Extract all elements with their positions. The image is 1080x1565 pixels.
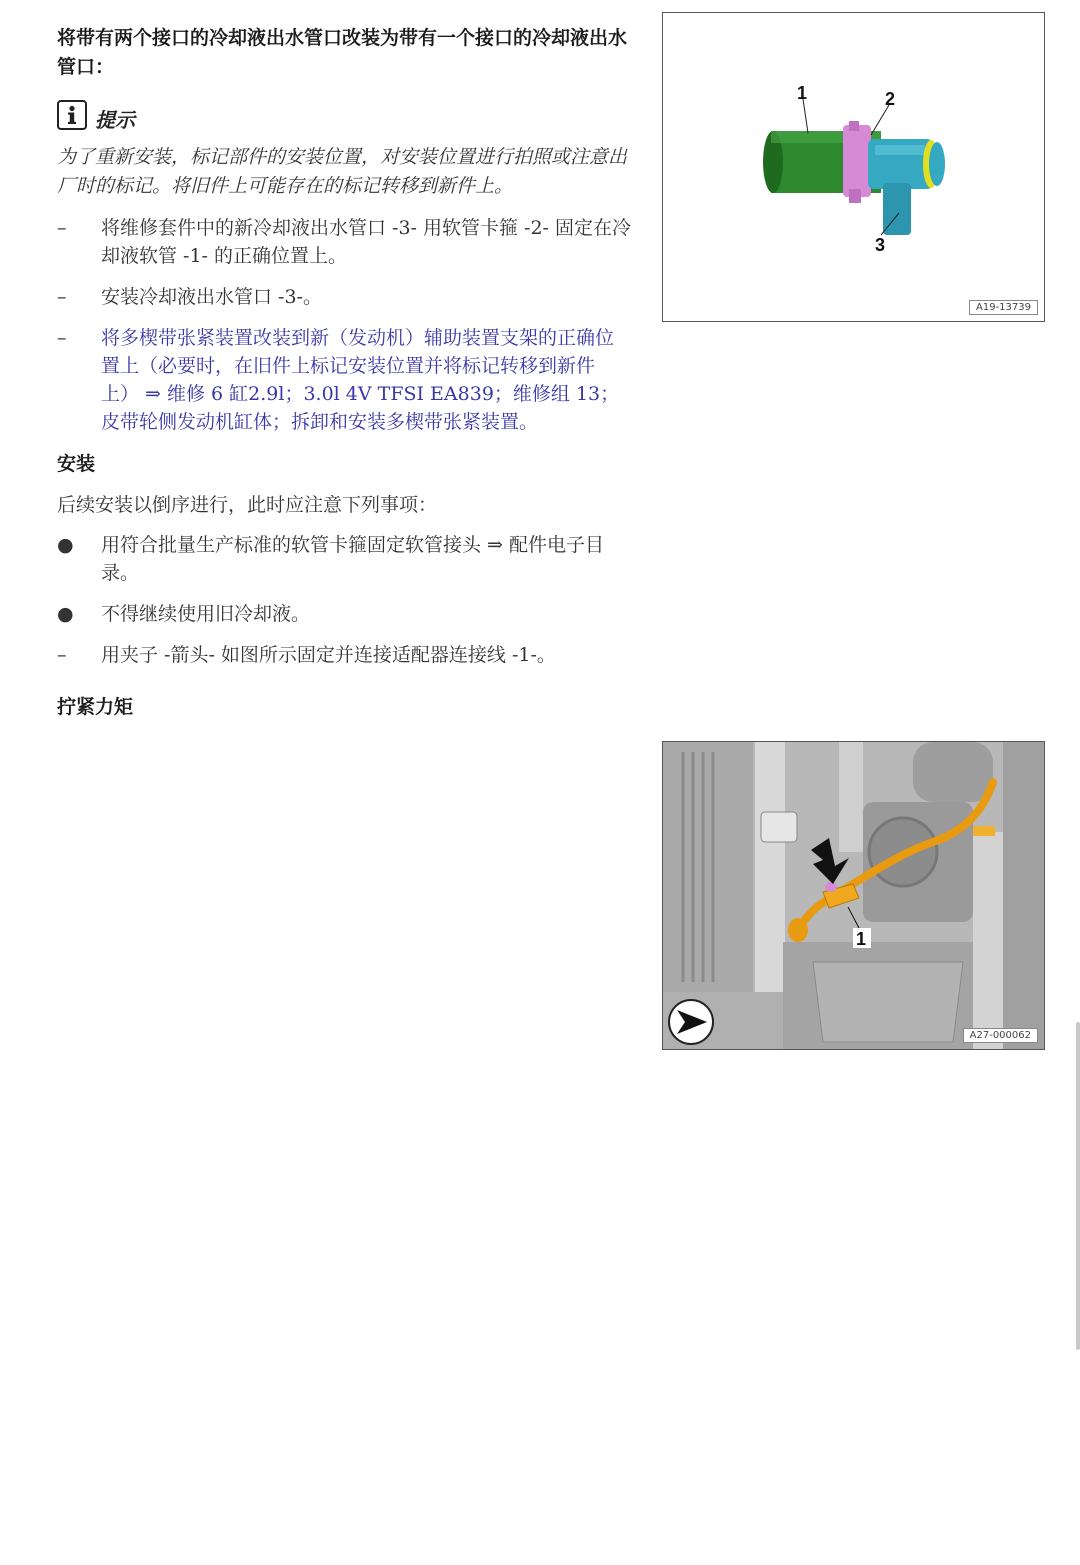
callout-1: 1 <box>856 929 867 949</box>
figure-engine-bay <box>662 741 1045 1050</box>
list-marker: – <box>57 644 67 666</box>
section-title: 将带有两个接口的冷却液出水管口改装为带有一个接口的冷却液出水管口： <box>57 27 628 78</box>
document-text-column <box>57 24 632 722</box>
install-heading: 安装 <box>57 453 96 475</box>
callout-3: 3 <box>875 235 886 255</box>
callout-2: 2 <box>885 89 896 109</box>
callout-1: 1 <box>797 83 808 103</box>
list-item <box>57 214 632 270</box>
steps-list <box>57 214 632 436</box>
list-item <box>57 324 632 436</box>
list-item-text: 用夹子 -箭头- 如图所示固定并连接适配器连接线 -1-。 <box>101 644 556 666</box>
list-item <box>57 600 632 628</box>
list-item-text: 不得继续使用旧冷却液。 <box>101 603 311 625</box>
list-item-text: 将维修套件中的新冷却液出水管口 -3- 用软管卡箍 -2- 固定在冷却液软管 -1- 的正确位置上。 <box>101 217 632 267</box>
list-marker: – <box>57 286 67 308</box>
scrollbar[interactable] <box>1076 1022 1080 1350</box>
list-item-text: 用符合批量生产标准的软管卡箍固定软管接头 ⇒ 配件电子目录。 <box>101 534 605 584</box>
install-list <box>57 531 632 669</box>
note-header <box>57 96 632 133</box>
note-text: 为了重新安装，标记部件的安装位置，对安装位置进行拍照或注意出厂时的标记。将旧件上可能存在的标记转移到新件上。 <box>57 146 628 197</box>
list-item <box>57 641 632 669</box>
info-icon <box>57 100 87 130</box>
service-link[interactable]: 将多楔带张紧装置改装到新（发动机）辅助装置支架的正确位置上（必要时，在旧件上标记安装位置并将标记转移到新件上） ⇒ 维修 6 缸2.9l；3.0l 4V TFSI EA839；维修组 13；皮带轮侧发动机缸体；拆卸和安装多楔带张紧装置。 <box>101 327 620 433</box>
engine-bay-illustration <box>663 742 1044 1049</box>
list-marker: – <box>57 217 67 239</box>
list-marker: – <box>57 327 67 349</box>
figure-coolant-outlet <box>662 12 1045 322</box>
list-item <box>57 283 632 311</box>
figure-id: A27-000062 <box>963 1028 1038 1043</box>
install-intro: 后续安装以倒序进行，此时应注意下列事项： <box>57 494 438 516</box>
coolant-outlet-illustration <box>663 13 1044 321</box>
list-marker: ● <box>57 534 74 556</box>
list-item-text: 安装冷却液出水管口 -3-。 <box>101 286 322 308</box>
list-marker: ● <box>57 603 74 625</box>
torque-heading: 拧紧力矩 <box>57 696 134 718</box>
direction-arrow-icon <box>669 1000 713 1044</box>
list-item <box>57 531 632 587</box>
figure-id: A19-13739 <box>969 300 1038 315</box>
note-label: 提示 <box>95 108 135 132</box>
